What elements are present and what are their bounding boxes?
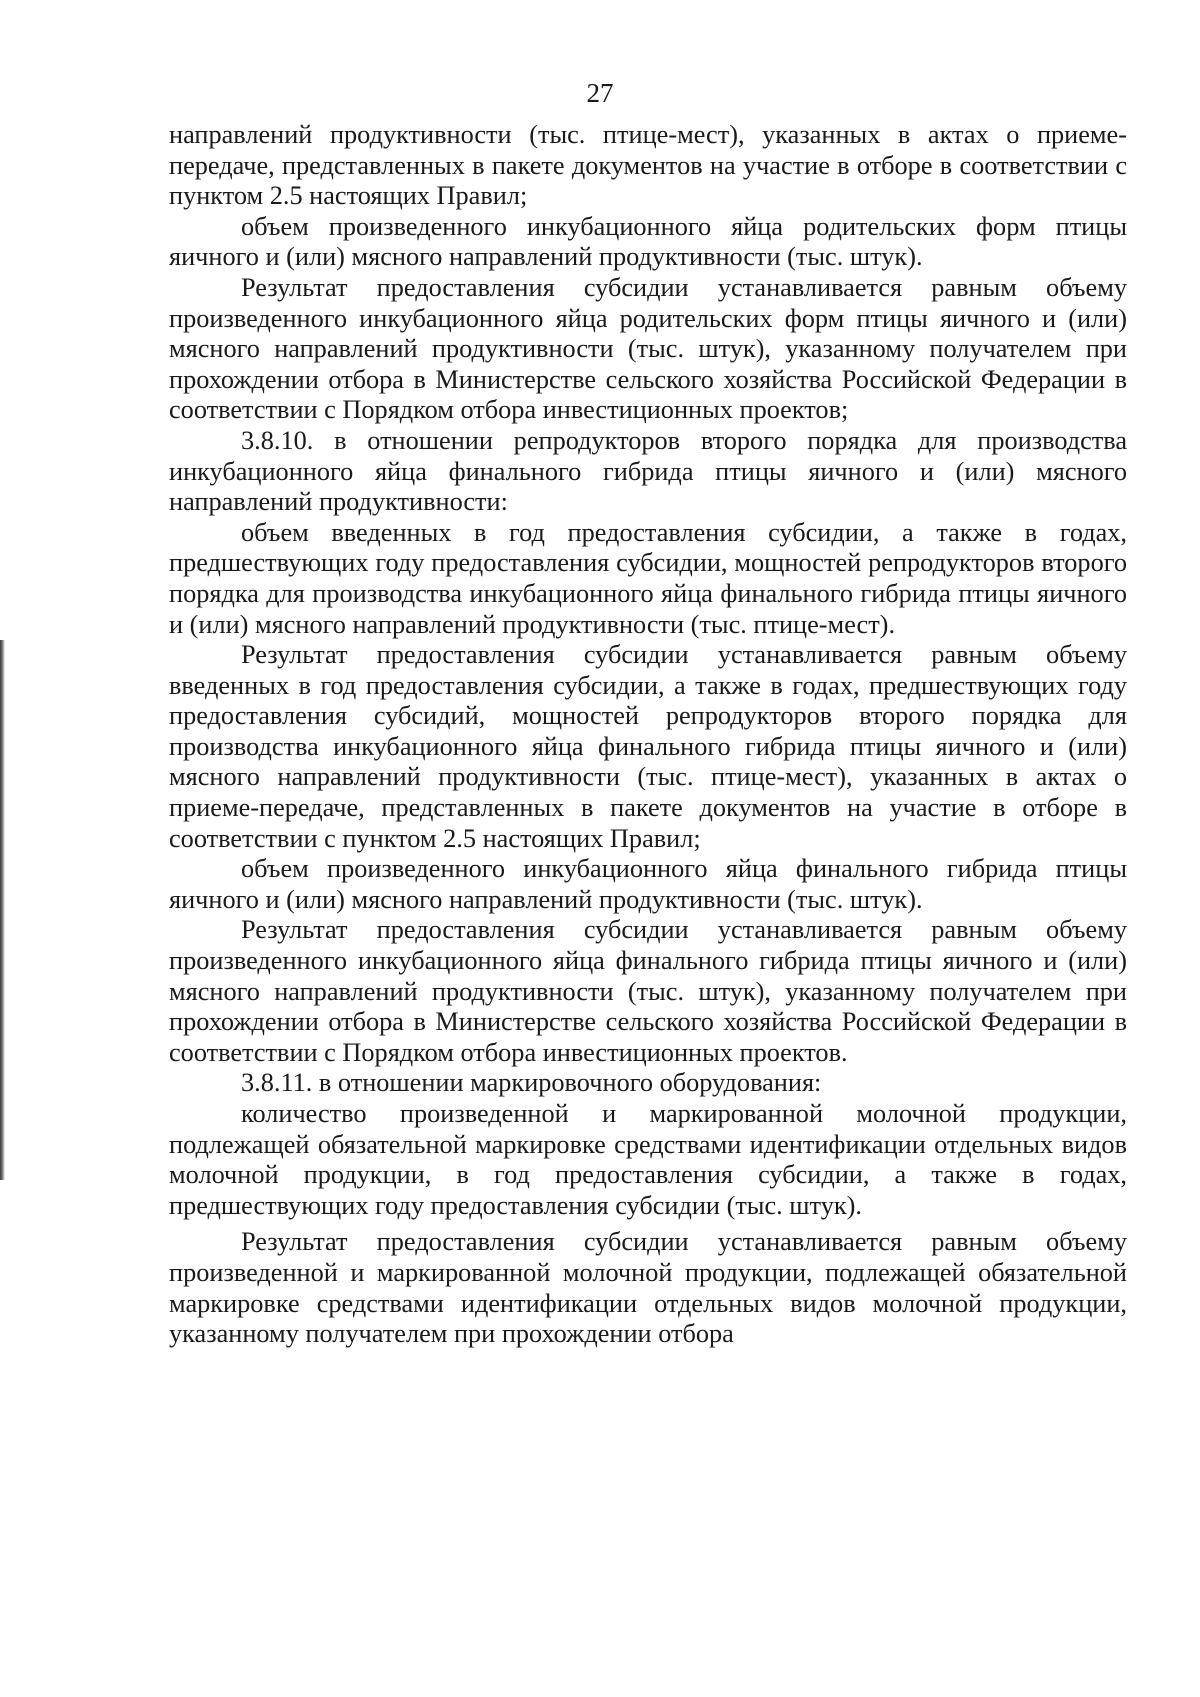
paragraph: направлений продуктивности (тыс. птице-мест), указанных в актах о приеме-передаче, представленных в пакете документов на участие в отборе в соответствии с пунктом 2.5 настоящих Правил; [169, 120, 1127, 211]
paragraph-section-3-8-11: 3.8.11. в отношении маркировочного оборудования: [241, 1068, 822, 1098]
paragraph: объем введенных в год предоставления субсидии, а также в годах, предшествующих году предоставления субсидии, мощностей репродукторов второго порядка для производства инкубационного яйца финального гибрида птицы яичного и (или) мясного направлений продуктивности (тыс. птице-мест). [169, 517, 1127, 639]
paragraph: Результат предоставления субсидии устанавливается равным объему произведенного инкубационного яйца финального гибрида птицы яичного и (или) мясного направлений продуктивности (тыс. штук), указанному получателем при прохождении отбора в Министерстве сельского хозяйства Российской Федерации в соответствии с Порядком отбора инвестиционных проектов. [169, 915, 1127, 1067]
scan-edge-shadow [0, 640, 5, 1180]
paragraph: объем произведенного инкубационного яйца финального гибрида птицы яичного и (или) мясного направлений продуктивности (тыс. штук). [169, 854, 1127, 914]
paragraph: объем произведенного инкубационного яйца родительских форм птицы яичного и (или) мясного направлений продуктивности (тыс. штук). [169, 211, 1127, 272]
paragraph-section-3-8-10: 3.8.10. в отношении репродукторов второго порядка для производства инкубационного яйца финального гибрида птицы яичного и (или) мясного направлений продуктивности: [169, 425, 1127, 517]
paragraph: Результат предоставления субсидии устанавливается равным объему произведенного инкубационного яйца родительских форм птицы яичного и (или) мясного направлений продуктивности (тыс. штук), указанному получателем при прохождении отбора в Министерстве сельского хозяйства Российской Федерации в соответствии с Порядком отбора инвестиционных проектов; [169, 272, 1127, 425]
paragraph: Результат предоставления субсидии устанавливается равным объему произведенной и маркированной молочной продукции, подлежащей обязательной маркировке средствами идентификации отдельных видов молочной продукции, указанному получателем при прохождении отбора [169, 1227, 1127, 1349]
paragraph: количество произведенной и маркированной молочной продукции, подлежащей обязательной маркировке средствами идентификации отдельных видов молочной продукции, в год предоставления субсидии, а также в годах, предшествующих году предоставления субсидии (тыс. штук). [169, 1099, 1127, 1220]
paragraph: Результат предоставления субсидии устанавливается равным объему введенных в год предоставления субсидии, а также в годах, предшествующих году предоставления субсидий, мощностей репродукторов второго порядка для производства инкубационного яйца финального гибрида птицы яичного и (или) мясного направлений продуктивности (тыс. птице-мест), указанных в актах о приеме-передаче, представленных в пакете документов на участие в отборе в соответствии с пунктом 2.5 настоящих Правил; [169, 640, 1127, 853]
page-number: 27 [586, 78, 614, 108]
document-body [169, 120, 1127, 1350]
